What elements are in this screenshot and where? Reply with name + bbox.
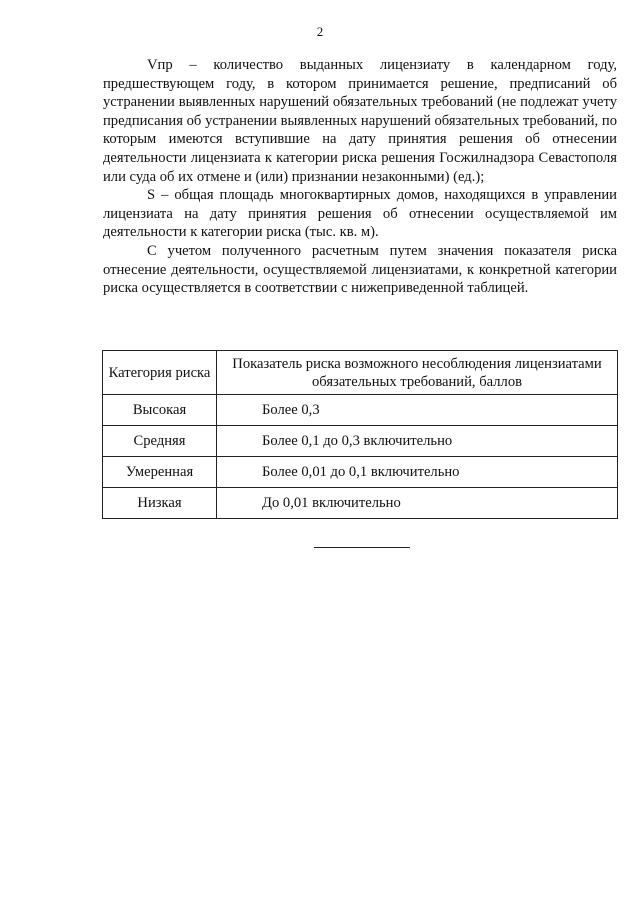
paragraph-vpr-definition: Vпр – количество выданных лицензиату в календарном году, предшествующем году, в котором принимается решение, предписаний об устранении выявленных нарушений обязательных требований (не подлежат учету предписания об устранении выявленных нарушений обязательных требований, по которым имеются вступившие на дату принятия решения об отнесении деятельности лицензиата к категории риска решения Госжилнадзора Севастополя или суда об их отмене и (или) признании незаконными) (ед.);	[103, 57, 617, 185]
body-text	[103, 56, 617, 298]
row-category: Средняя	[103, 426, 217, 457]
table-header	[103, 351, 618, 395]
table-row	[103, 426, 618, 457]
row-category: Низкая	[103, 488, 217, 519]
header-risk-category: Категория риска	[103, 351, 217, 395]
table-row	[103, 395, 618, 426]
paragraph-risk-category-intro: С учетом полученного расчетным путем значения показателя риска отнесение деятельности, осуществляемой лицензиатами, к конкретной категории риска осуществляется в соответствии с нижеприведенной таблицей.	[103, 242, 617, 297]
table-row	[103, 457, 618, 488]
paragraph-s-definition: S – общая площадь многоквартирных домов, находящихся в управлении лицензиата на дату принятия решения об отнесении осуществляемой им деятельности к категории риска (тыс. кв. м).	[103, 187, 617, 241]
row-indicator-value: До 0,01 включительно	[217, 488, 618, 519]
row-indicator-value: Более 0,01 до 0,1 включительно	[217, 457, 618, 488]
table-header-row	[103, 351, 618, 395]
header-risk-indicator: Показатель риска возможного несоблюдения лицензиатами обязательных требований, баллов	[217, 351, 618, 395]
end-separator-line	[314, 547, 410, 548]
table-row	[103, 488, 618, 519]
row-category: Умеренная	[103, 457, 217, 488]
page-number: 2	[316, 24, 324, 39]
row-category: Высокая	[103, 395, 217, 426]
table-body	[103, 395, 618, 519]
row-indicator-value: Более 0,3	[217, 395, 618, 426]
risk-category-table	[102, 350, 618, 519]
row-indicator-value: Более 0,1 до 0,3 включительно	[217, 426, 618, 457]
